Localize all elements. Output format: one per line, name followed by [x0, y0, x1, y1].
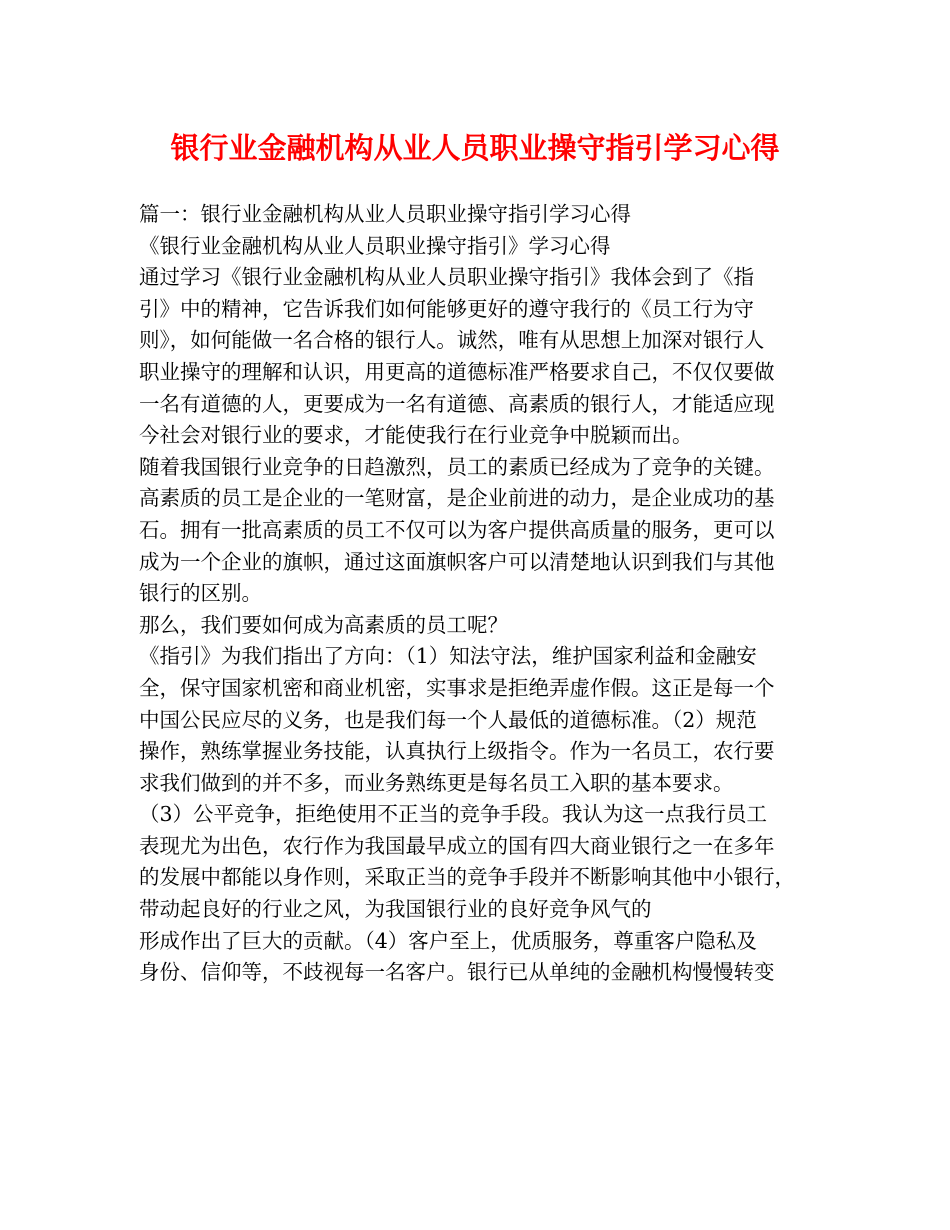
paragraph-line: （3）公平竞争，拒绝使用不正当的竞争手段。我认为这一点我行员工 [139, 802, 768, 827]
paragraph-line: 成为一个企业的旗帜，通过这面旗帜客户可以清楚地认识到我们与其他 [139, 549, 775, 574]
paragraph-line: 高素质的员工是企业的一笔财富，是企业前进的动力，是企业成功的基 [139, 486, 775, 511]
paragraph-line: 带动起良好的行业之风，为我国银行业的良好竞争风气的 [139, 897, 652, 922]
document-title: 银行业金融机构从业人员职业操守指引学习心得 [170, 131, 780, 165]
paragraph-line: 银行的区别。 [139, 581, 262, 606]
paragraph-line: 随着我国银行业竞争的日趋激烈，员工的素质已经成为了竞争的关键。 [139, 454, 775, 479]
paragraph-line: 形成作出了巨大的贡献。（4）客户至上，优质服务，尊重客户隐私及 [139, 928, 757, 953]
paragraph-line: 则》，如何能做一名合格的银行人。诚然，唯有从思想上加深对银行人 [139, 328, 765, 353]
paragraph-line: 身份、信仰等，不歧视每一名客户。银行已从单纯的金融机构慢慢转变 [139, 960, 775, 985]
paragraph-line: 通过学习《银行业金融机构从业人员职业操守指引》我体会到了《指 [139, 265, 754, 290]
paragraph-line: 那么，我们要如何成为高素质的员工呢？ [139, 612, 508, 637]
paragraph-line: 篇一：银行业金融机构从业人员职业操守指引学习心得 [139, 202, 631, 226]
paragraph-line: 求我们做到的并不多，而业务熟练更是每名员工入职的基本要求。 [139, 770, 734, 795]
paragraph-line: 今社会对银行业的要求，才能使我行在行业竞争中脱颖而出。 [139, 423, 693, 448]
paragraph-line: 石。拥有一批高素质的员工不仅可以为客户提供高质量的服务，更可以 [139, 517, 775, 542]
paragraph-line: 中国公民应尽的义务，也是我们每一个人最低的道德标准。（2）规范 [139, 707, 757, 732]
paragraph-line: 引》中的精神，它告诉我们如何能够更好的遵守我行的《员工行为守 [139, 296, 754, 321]
paragraph-line: 表现尤为出色，农行作为我国最早成立的国有四大商业银行之一在多年 [139, 833, 775, 858]
paragraph-line: 职业操守的理解和认识，用更高的道德标准严格要求自己，不仅仅要做 [139, 359, 775, 384]
paragraph-line: 《银行业金融机构从业人员职业操守指引》学习心得 [139, 233, 611, 258]
paragraph-line: 全，保守国家机密和商业机密，实事求是拒绝弄虚作假。这正是每一个 [139, 675, 775, 700]
document-body [139, 199, 839, 989]
paragraph-line: 的发展中都能以身作则，采取正当的竞争手段并不断影响其他中小银行， [139, 865, 795, 890]
paragraph-line: 《指引》为我们指出了方向：（1）知法守法，维护国家利益和金融安 [139, 644, 757, 669]
paragraph-line: 一名有道德的人，更要成为一名有道德、高素质的银行人，才能适应现 [139, 391, 775, 416]
paragraph-line: 操作，熟练掌握业务技能，认真执行上级指令。作为一名员工，农行要 [139, 739, 775, 764]
